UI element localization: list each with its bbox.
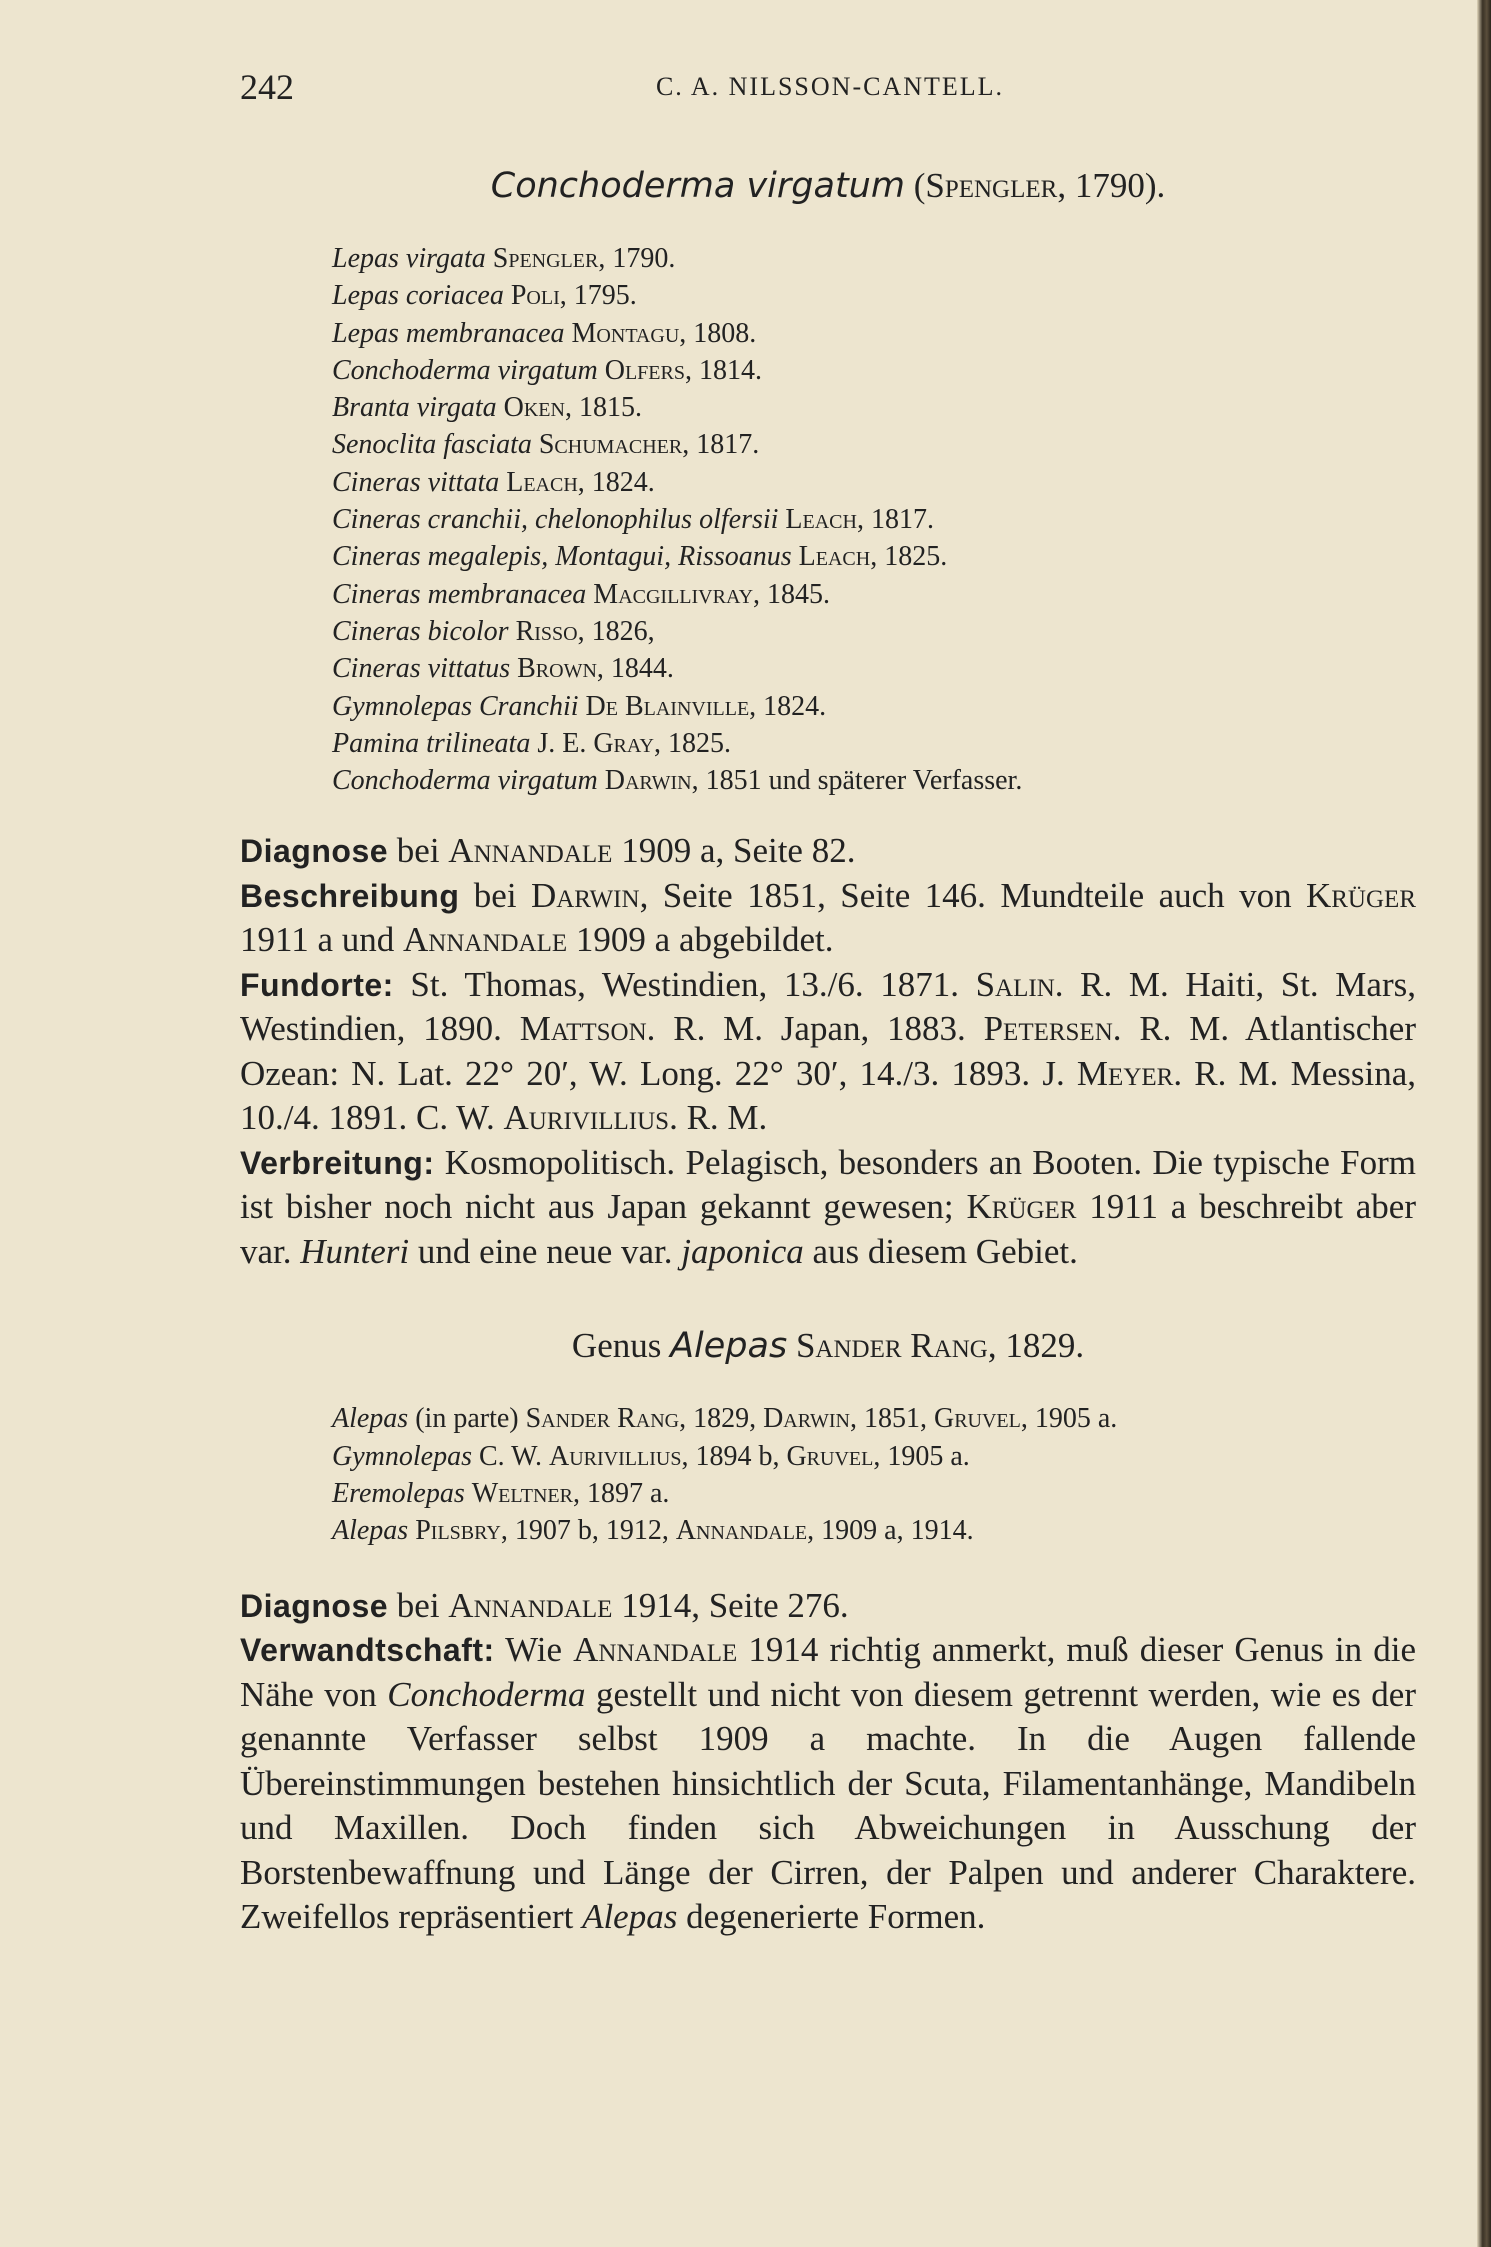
running-head — [240, 66, 1420, 116]
genus-heading-name: Alepas — [670, 1326, 788, 1367]
synonym-line: Lepas virgata Spengler, 1790. — [332, 243, 676, 274]
species-diagnose-paragraph: Diagnose bei Annandale 1909 a, Seite 82. — [240, 831, 856, 871]
synonym-line: Senoclita fasciata Schumacher, 1817. — [332, 429, 760, 461]
section-label: Verbreitung: — [240, 1144, 435, 1181]
synonym-line: Alepas Pilsbry, 1907 b, 1912, Annandale, 1909 a, 1914. — [332, 1515, 974, 1547]
section-label: Verwandtschaft: — [240, 1632, 495, 1669]
species-heading-author: Spengler — [925, 166, 1058, 205]
genus-synonym-list — [332, 1400, 1416, 1549]
synonym-line: Cineras megalepis, Montagui, Rissoanus Leach, 1825. — [332, 541, 948, 573]
synonym-line: Alepas (in parte) Sander Rang, 1829, Darwin, 1851, Gruvel, 1905 a. — [332, 1403, 1118, 1435]
synonym-line: Cineras vittata Leach, 1824. — [332, 466, 655, 498]
synonym-line: Cineras bicolor Risso, 1826, — [332, 615, 655, 647]
section-label: Fundorte: — [240, 966, 394, 1003]
synonym-line: Branta virgata Oken, 1815. — [332, 392, 642, 424]
synonym-line: Gymnolepas C. W. Aurivillius, 1894 b, Gruvel, 1905 a. — [332, 1440, 970, 1472]
genus-heading: Genus Alepas Sander Rang, 1829. — [571, 1326, 1085, 1367]
synonym-line: Cineras vittatus Brown, 1844. — [332, 653, 674, 685]
section-label: Diagnose — [240, 1587, 389, 1624]
species-synonym-list — [332, 240, 1416, 799]
section-label: Diagnose — [240, 833, 389, 870]
page-edge-shadow — [1477, 0, 1491, 2247]
synonym-line: Pamina trilineata J. E. Gray, 1825. — [332, 727, 731, 759]
synonym-line: Lepas membranacea Montagu, 1808. — [332, 317, 757, 349]
synonym-line: Cineras cranchii, chelonophilus olfersii Leach, 1817. — [332, 504, 934, 536]
synonym-line: Lepas coriacea Poli, 1795. — [332, 280, 637, 312]
synonym-line: Gymnolepas Cranchii De Blainville, 1824. — [332, 690, 827, 722]
species-verbreitung-paragraph: Verbreitung: Kosmopolitisch. Pelagisch, besonders an Booten. Die typische Form ist bisher noch nicht aus Japan gekannt gewesen; Krüger 1911 a beschreibt aber var. Hunteri und eine neue var. japonica aus diesem Gebiet. — [240, 1142, 1416, 1271]
running-title: C. A. NILSSON-CANTELL. — [655, 72, 1005, 101]
species-heading: Conchoderma virgatum (Spengler, 1790). — [490, 166, 1166, 206]
genus-diagnose-paragraph: Diagnose bei Annandale 1914, Seite 276. — [240, 1585, 849, 1625]
species-fundorte-paragraph: Fundorte: St. Thomas, Westindien, 13./6. 1871. Salin. R. M. Haiti, St. Mars, Westindien, 1890. Mattson. R. M. Japan, 1883. Petersen. R. M. Atlantischer Ozean: N. Lat. 22° 20′, W. Long. 22° 30′, 14./3. 1893. J. Meyer. R. M. Messina, 10./4. 1891. C. W. Aurivillius. R. M. — [240, 964, 1416, 1138]
synonym-line: Conchoderma virgatum Olfers, 1814. — [332, 354, 762, 386]
synonym-line: Cineras membranacea Macgillivray, 1845. — [332, 578, 831, 610]
section-label: Beschreibung — [240, 877, 460, 914]
species-heading-name: Conchoderma virgatum — [490, 166, 905, 206]
page-body — [240, 166, 1416, 1940]
synonym-line: Eremolepas Weltner, 1897 a. — [332, 1478, 670, 1510]
genus-heading-author: Sander Rang — [795, 1326, 988, 1366]
genus-verwandtschaft-paragraph: Verwandtschaft: Wie Annandale 1914 richtig anmerkt, muß dieser Genus in die Nähe von Conchoderma gestellt und nicht von diesem getrennt werden, wie es der genannte Verfasser selbst 1909 a machte. In die Augen fallende Übereinstimmungen bestehen hinsichtlich der Scuta, Filamentanhänge, Mandibeln und Maxillen. Doch finden sich Abweichungen in Ausschung der Borstenbewaffnung und Länge der Cirren, der Palpen und anderer Charaktere. Zweifellos repräsentiert Alepas degenerierte Formen. — [240, 1630, 1416, 1937]
page-number: 242 — [240, 67, 294, 107]
synonym-line: Conchoderma virgatum Darwin, 1851 und späterer Verfasser. — [332, 765, 1023, 797]
species-beschreibung-paragraph: Beschreibung bei Darwin, Seite 1851, Seite 146. Mundteile auch von Krüger 1911 a und Annandale 1909 a abgebildet. — [240, 875, 1416, 960]
